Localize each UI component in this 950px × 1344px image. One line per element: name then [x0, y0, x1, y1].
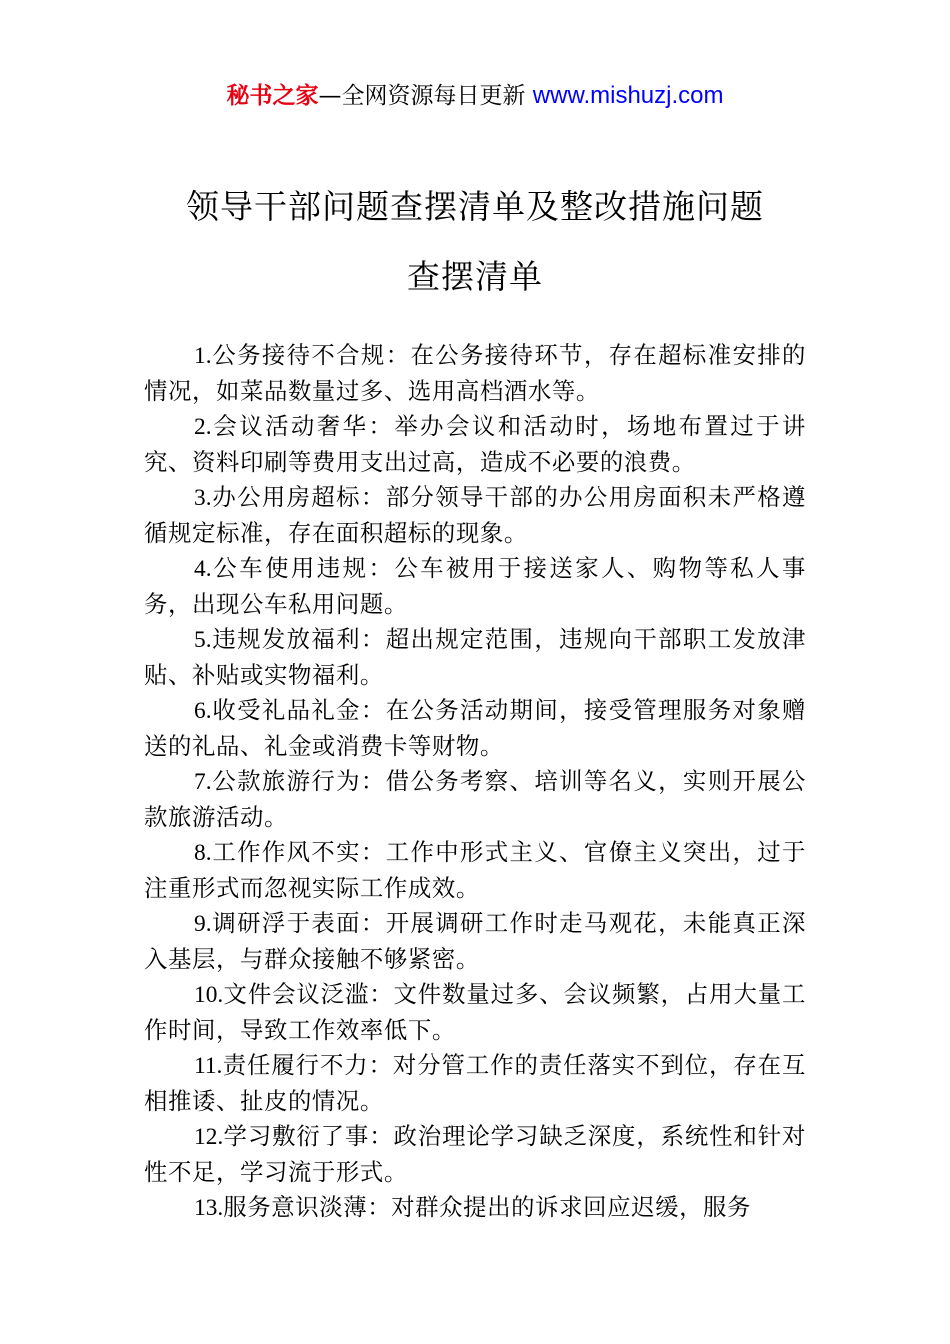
issue-text: 收受礼品礼金：在公务活动期间，接受管理服务对象赠送的礼品、礼金或消费卡等财物。 — [144, 696, 806, 760]
issue-number: 2. — [194, 414, 212, 440]
issue-item — [144, 1048, 806, 1119]
issue-item — [144, 622, 806, 693]
issue-text: 会议活动奢华：举办会议和活动时，场地布置过于讲究、资料印刷等费用支出过高，造成不必要的浪费。 — [144, 412, 806, 476]
issue-number: 3. — [194, 485, 212, 511]
issue-number: 7. — [194, 769, 212, 795]
issue-number: 1. — [194, 343, 212, 369]
issue-text: 办公用房超标：部分领导干部的办公用房面积未严格遵循规定标准，存在面积超标的现象。 — [144, 483, 806, 547]
site-tagline: —全网资源每日更新 — [318, 83, 533, 109]
site-header — [0, 78, 950, 114]
issue-number: 10. — [194, 982, 224, 1008]
issue-item — [144, 835, 806, 906]
issue-text: 服务意识淡薄：对群众提出的诉求回应迟缓，服务 — [223, 1193, 752, 1221]
issue-item — [144, 480, 806, 551]
issue-item — [144, 409, 806, 480]
site-url-link[interactable]: www.mishuzj.com — [532, 82, 724, 109]
issue-item — [144, 693, 806, 764]
issue-number: 13. — [194, 1195, 224, 1221]
issue-list — [144, 338, 806, 1226]
document-title-line-1: 领导干部问题查摆清单及整改措施问题 — [186, 187, 764, 226]
issue-item — [144, 338, 806, 409]
issue-text: 公款旅游行为：借公务考察、培训等名义，实则开展公款旅游活动。 — [144, 767, 806, 831]
issue-text: 文件会议泛滥：文件数量过多、会议频繁，占用大量工作时间，导致工作效率低下。 — [144, 980, 806, 1044]
issue-number: 6. — [194, 698, 212, 724]
issue-number: 8. — [194, 840, 212, 866]
issue-item — [144, 1119, 806, 1190]
issue-text: 公车使用违规：公车被用于接送家人、购物等私人事务，出现公车私用问题。 — [144, 554, 806, 618]
issue-item — [144, 906, 806, 977]
issue-text: 责任履行不力：对分管工作的责任落实不到位，存在互相推诿、扯皮的情况。 — [144, 1051, 806, 1115]
issue-item — [144, 977, 806, 1048]
document-title — [0, 172, 950, 312]
issue-text: 违规发放福利：超出规定范围，违规向干部职工发放津贴、补贴或实物福利。 — [144, 625, 806, 689]
issue-item — [144, 1190, 806, 1226]
issue-number: 11. — [194, 1053, 223, 1079]
issue-number: 12. — [194, 1124, 224, 1150]
issue-item — [144, 764, 806, 835]
site-brand: 秘书之家 — [226, 83, 319, 109]
issue-number: 4. — [194, 556, 212, 582]
issue-text: 调研浮于表面：开展调研工作时走马观花，未能真正深入基层，与群众接触不够紧密。 — [144, 909, 806, 973]
issue-text: 工作作风不实：工作中形式主义、官僚主义突出，过于注重形式而忽视实际工作成效。 — [144, 838, 806, 902]
issue-number: 5. — [194, 627, 212, 653]
document-title-line-2: 查摆清单 — [407, 257, 543, 296]
issue-text: 学习敷衍了事：政治理论学习缺乏深度，系统性和针对性不足，学习流于形式。 — [144, 1122, 806, 1186]
issue-number: 9. — [194, 911, 212, 937]
issue-item — [144, 551, 806, 622]
issue-text: 公务接待不合规：在公务接待环节，存在超标准安排的情况，如菜品数量过多、选用高档酒水等。 — [144, 341, 806, 405]
